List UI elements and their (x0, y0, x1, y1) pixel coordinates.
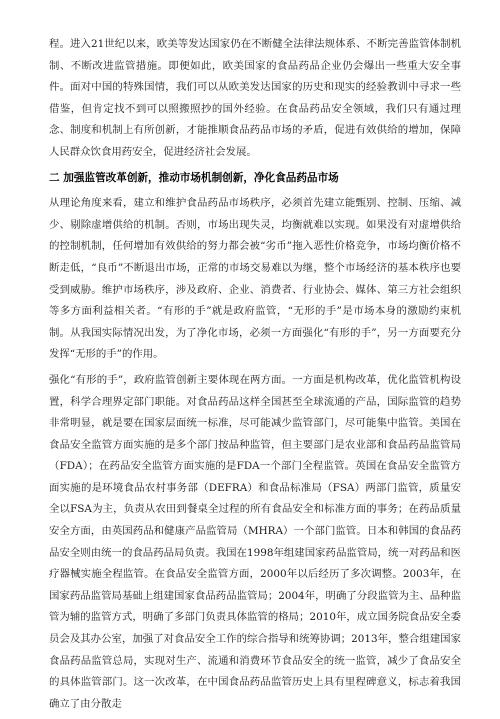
paragraph-theory: 从理论角度来看，建立和维护食品药品市场秩序，必须首先建立能甄别、控制、压缩、减少、剔除虚增供给的机制。否则，市场出现失灵，均衡就难以实现。如果没有对虚增供给的控制机制，任何增加有效供给的努力都会被“劣币”拖入恶性价格竞争，市场均衡价格不断走低，“良币”不断退出市场，正常的市场交易难以为继，整个市场经济的基本秩序也要受到威胁。维护市场秩序，涉及政府、企业、消费者、行业协会、媒体、第三方社会组织等多方面利益相关者。“有形的手”就是政府监管，“无形的手”是市场本身的激励约束机制。从我国实际情况出发，为了净化市场，必须一方面强化“有形的手”，另一方面要充分发挥“无形的手”的作用。 (49, 197, 461, 361)
paragraph-intro-continuation: 程。进入21世纪以来，欧美等发达国家仍在不断健全法律法规体系、不断完善监管体制机制、不断改进监管措施。即便如此，欧美国家的食品药品企业仍会爆出一些重大安全事件。面对中国的特殊国情，我们可以从欧美发达国家的历史和现实的经验教训中寻求一些借鉴，但肯定找不到可以照搬照抄的国外经验。在食品药品安全领域，我们只有通过理念、制度和机制上有所创新，才能推顺食品药品市场的矛盾，促进有效供给的增加，保障人民群众饮食用药安全，促进经济社会发展。 (49, 38, 461, 158)
document-body (49, 34, 461, 719)
paragraph-regulation-reform: 强化“有形的手”，政府监管创新主要体现在两方面。一方面是机构改革，优化监管机构设置，科学合理界定部门职能。对食品药品这样全国甚至全球流通的产品，国际监管的趋势非常明显，就是要在国家层面统一标准，尽可能减少监管部门，尽可能集中监管。美国在食品安全监管方面实施的是多个部门按品种监管，但主要部门是农业部和食品药品监管局（FDA）；在药品安全监管方面实施的是FDA一个部门全程监管。英国在食品安全监管方面实施的是环境食品农村事务部（DEFRA）和食品标准局（FSA）两部门监管，质量安全以FSA为主，负责从农田到餐桌全过程的所有食品安全和标准方面的事务；在药品质量安全方面，由英国药品和健康产品监管局（MHRA）一个部门监管。日本和韩国的食品药品安全则由统一的食品药品局负责。我国在1998年组建国家药品监管局，统一对药品和医疗器械实施全程监管。在食品安全监管方面，2000年以后经历了多次调整。2003年，在国家药品监管局基础上组建国家食品药品监管局；2004年，明确了分段监管为主、品种监管为辅的监管方式，明确了多部门负责具体监管的格局；2010年，成立国务院食品安全委员会及其办公室，加强了对食品安全工作的综合指导和统筹协调；2013年，整合组建国家食品药品监管总局，实现对生产、流通和消费环节食品安全的统一监管，减少了食品安全的具体监管部门。这一次改革，在中国食品药品监管历史上具有里程碑意义，标志着我国确立了由分散走 (49, 373, 461, 710)
section-heading: 二 加强监管改革创新，推动市场机制创新，净化食品药品市场 (49, 171, 339, 184)
